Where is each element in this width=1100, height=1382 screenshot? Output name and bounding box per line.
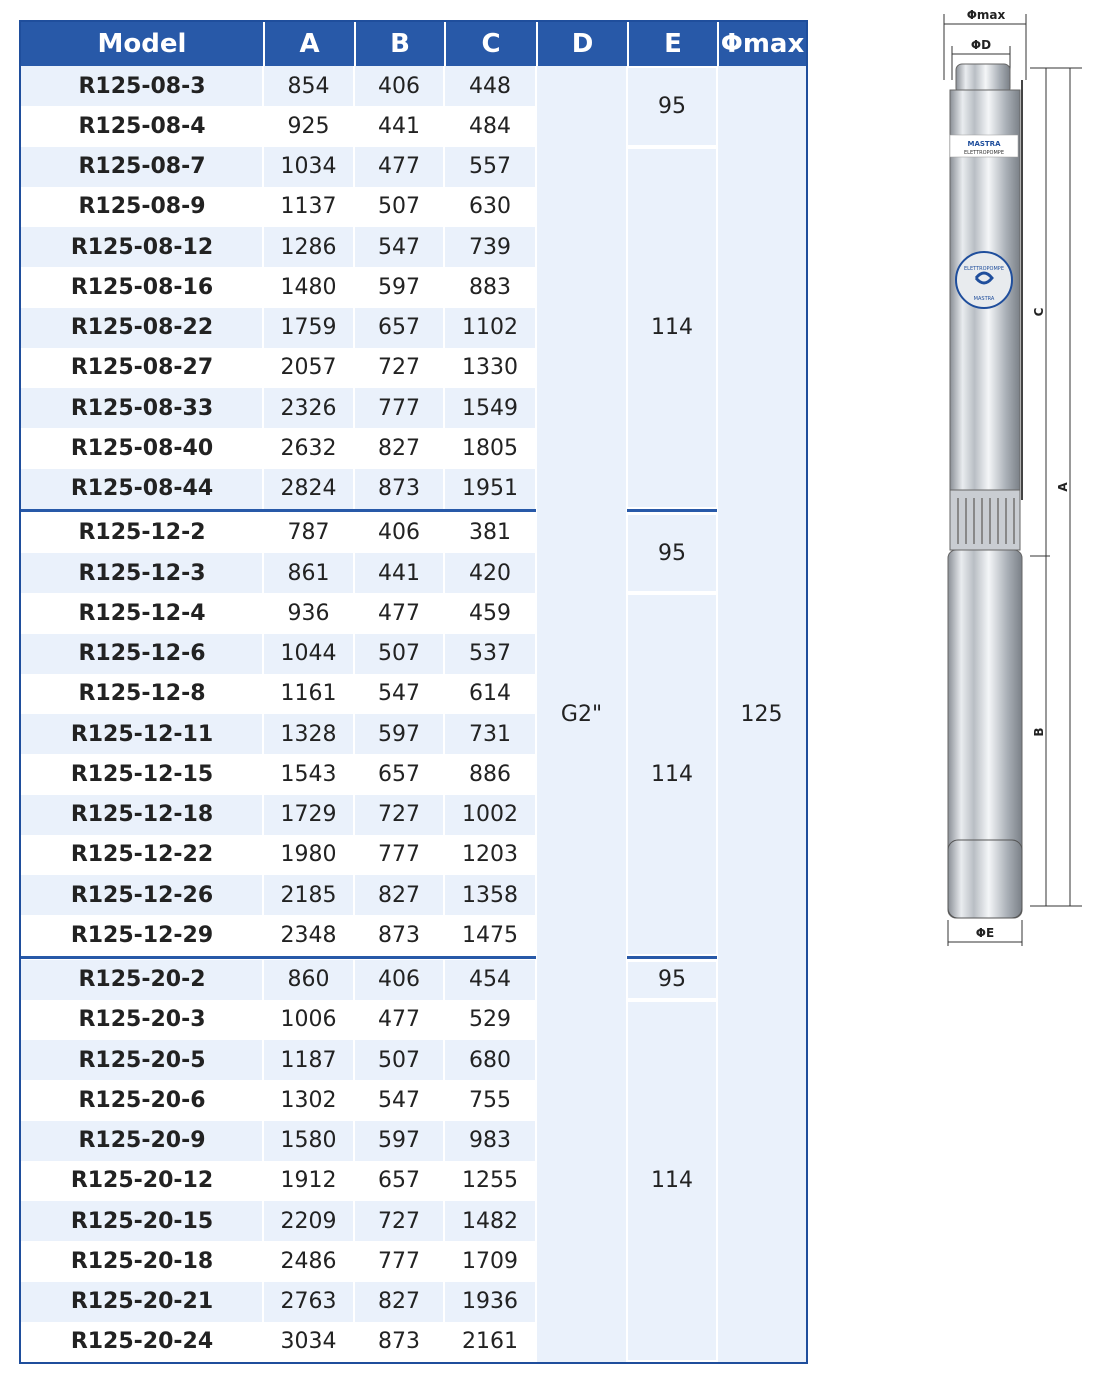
column-divider	[353, 66, 355, 1362]
column-divider	[716, 66, 718, 1362]
a-cell: 2763	[263, 1282, 354, 1322]
a-cell: 854	[263, 66, 354, 106]
b-cell: 873	[354, 915, 444, 955]
b-cell: 777	[354, 388, 444, 428]
model-cell: R125-12-15	[21, 754, 263, 794]
model-cell: R125-12-6	[21, 634, 263, 674]
c-cell: 680	[444, 1040, 536, 1080]
header-phimax: Φmax	[717, 22, 806, 66]
brand-text: MASTRA	[967, 140, 1001, 148]
column-divider	[535, 66, 537, 1362]
c-cell: 983	[444, 1121, 536, 1161]
model-cell: R125-08-7	[21, 147, 263, 187]
c-cell: 886	[444, 754, 536, 794]
c-cell: 614	[444, 674, 536, 714]
c-cell: 454	[444, 960, 536, 1000]
header-b: B	[354, 22, 444, 66]
b-cell: 477	[354, 147, 444, 187]
group-separator	[627, 509, 717, 512]
b-cell: 507	[354, 187, 444, 227]
c-cell: 557	[444, 147, 536, 187]
phie-dim-label: ΦE	[975, 926, 995, 940]
b-cell: 873	[354, 1322, 444, 1362]
c-cell: 1330	[444, 348, 536, 388]
model-cell: R125-08-16	[21, 267, 263, 307]
phimax-merged-cell: 125	[717, 66, 806, 1362]
model-cell: R125-12-4	[21, 593, 263, 633]
b-cell: 657	[354, 754, 444, 794]
c-cell: 1255	[444, 1161, 536, 1201]
model-cell: R125-08-44	[21, 469, 263, 509]
group-separator	[21, 509, 536, 512]
c-cell: 1936	[444, 1282, 536, 1322]
a-cell: 1328	[263, 714, 354, 754]
b-cell: 657	[354, 1161, 444, 1201]
a-cell: 1480	[263, 267, 354, 307]
b-cell: 406	[354, 66, 444, 106]
model-cell: R125-08-33	[21, 388, 263, 428]
b-cell: 477	[354, 593, 444, 633]
header-c: C	[444, 22, 536, 66]
c-cell: 1482	[444, 1201, 536, 1241]
model-cell: R125-12-8	[21, 674, 263, 714]
model-cell: R125-08-12	[21, 227, 263, 267]
model-cell: R125-08-27	[21, 348, 263, 388]
b-cell: 477	[354, 1000, 444, 1040]
model-cell: R125-20-3	[21, 1000, 263, 1040]
model-cell: R125-20-15	[21, 1201, 263, 1241]
model-cell: R125-12-22	[21, 835, 263, 875]
a-cell: 1580	[263, 1121, 354, 1161]
b-cell: 727	[354, 795, 444, 835]
c-cell: 459	[444, 593, 536, 633]
a-cell: 1302	[263, 1080, 354, 1120]
b-cell: 727	[354, 348, 444, 388]
a-cell: 2185	[263, 875, 354, 915]
header-d: D	[536, 22, 627, 66]
model-cell: R125-20-9	[21, 1121, 263, 1161]
a-cell: 2632	[263, 428, 354, 468]
model-cell: R125-12-26	[21, 875, 263, 915]
b-cell: 827	[354, 1282, 444, 1322]
a-cell: 936	[263, 593, 354, 633]
a-cell: 2348	[263, 915, 354, 955]
a-cell: 2486	[263, 1241, 354, 1281]
badge-top-text: ELETTROPOMPE	[964, 266, 1004, 272]
group-separator	[627, 956, 717, 959]
b-cell: 406	[354, 960, 444, 1000]
model-cell: R125-20-18	[21, 1241, 263, 1281]
b-cell: 727	[354, 1201, 444, 1241]
column-divider	[626, 66, 628, 1362]
c-cell: 755	[444, 1080, 536, 1120]
pump-diagram	[930, 0, 1100, 960]
header-a: A	[263, 22, 354, 66]
c-cell: 529	[444, 1000, 536, 1040]
a-dim-label: A	[1056, 482, 1070, 492]
a-cell: 1729	[263, 795, 354, 835]
model-cell: R125-12-18	[21, 795, 263, 835]
b-cell: 547	[354, 674, 444, 714]
a-cell: 860	[263, 960, 354, 1000]
a-cell: 1543	[263, 754, 354, 794]
model-cell: R125-12-3	[21, 553, 263, 593]
a-cell: 925	[263, 106, 354, 146]
a-cell: 1286	[263, 227, 354, 267]
e-merged-cell: 114	[627, 149, 717, 507]
model-cell: R125-08-40	[21, 428, 263, 468]
c-cell: 537	[444, 634, 536, 674]
c-cell: 739	[444, 227, 536, 267]
b-cell: 657	[354, 308, 444, 348]
b-cell: 597	[354, 267, 444, 307]
b-cell: 777	[354, 835, 444, 875]
pump-body	[948, 64, 1022, 918]
badge-bottom-text: MASTRA	[973, 296, 995, 302]
a-cell: 1006	[263, 1000, 354, 1040]
c-cell: 2161	[444, 1322, 536, 1362]
b-cell: 441	[354, 106, 444, 146]
model-cell: R125-08-9	[21, 187, 263, 227]
e-merged-cell: 114	[627, 1002, 717, 1360]
b-cell: 873	[354, 469, 444, 509]
a-cell: 1161	[263, 674, 354, 714]
e-merged-cell: 95	[627, 515, 717, 592]
c-cell: 1549	[444, 388, 536, 428]
model-cell: R125-08-22	[21, 308, 263, 348]
phid-dim-label: ΦD	[970, 38, 992, 52]
model-cell: R125-20-12	[21, 1161, 263, 1201]
c-cell: 1709	[444, 1241, 536, 1281]
c-cell: 1102	[444, 308, 536, 348]
header-e: E	[627, 22, 717, 66]
model-cell: R125-08-3	[21, 66, 263, 106]
b-cell: 547	[354, 1080, 444, 1120]
c-cell: 448	[444, 66, 536, 106]
a-cell: 2326	[263, 388, 354, 428]
a-cell: 787	[263, 513, 354, 553]
b-cell: 827	[354, 428, 444, 468]
model-cell: R125-12-11	[21, 714, 263, 754]
model-cell: R125-12-2	[21, 513, 263, 553]
b-cell: 547	[354, 227, 444, 267]
b-cell: 441	[354, 553, 444, 593]
dimension-table	[19, 20, 808, 1364]
column-divider	[262, 66, 264, 1362]
column-divider	[443, 66, 445, 1362]
phimax-dim-label: Φmax	[966, 8, 1006, 22]
c-cell: 420	[444, 553, 536, 593]
a-cell: 2209	[263, 1201, 354, 1241]
c-cell: 1475	[444, 915, 536, 955]
model-cell: R125-20-21	[21, 1282, 263, 1322]
c-cell: 381	[444, 513, 536, 553]
c-cell: 1203	[444, 835, 536, 875]
header-model: Model	[21, 22, 263, 66]
b-cell: 597	[354, 1121, 444, 1161]
a-cell: 1912	[263, 1161, 354, 1201]
c-cell: 1951	[444, 469, 536, 509]
model-cell: R125-12-29	[21, 915, 263, 955]
e-merged-cell: 95	[627, 962, 717, 998]
d-merged-cell: G2"	[536, 66, 627, 1362]
group-separator	[21, 956, 536, 959]
a-cell: 1980	[263, 835, 354, 875]
a-cell: 1044	[263, 634, 354, 674]
a-cell: 1034	[263, 147, 354, 187]
model-cell: R125-08-4	[21, 106, 263, 146]
c-cell: 731	[444, 714, 536, 754]
model-cell: R125-20-2	[21, 960, 263, 1000]
a-cell: 3034	[263, 1322, 354, 1362]
b-dim-label: B	[1032, 727, 1046, 737]
c-cell: 883	[444, 267, 536, 307]
c-cell: 1805	[444, 428, 536, 468]
e-merged-cell: 114	[627, 595, 717, 953]
c-dim-label: C	[1032, 307, 1046, 317]
a-cell: 1759	[263, 308, 354, 348]
c-cell: 630	[444, 187, 536, 227]
c-cell: 1002	[444, 795, 536, 835]
b-cell: 507	[354, 1040, 444, 1080]
b-cell: 597	[354, 714, 444, 754]
e-merged-cell: 95	[627, 68, 717, 145]
b-cell: 406	[354, 513, 444, 553]
b-cell: 827	[354, 875, 444, 915]
c-cell: 484	[444, 106, 536, 146]
model-cell: R125-20-6	[21, 1080, 263, 1120]
model-cell: R125-20-24	[21, 1322, 263, 1362]
model-cell: R125-20-5	[21, 1040, 263, 1080]
c-cell: 1358	[444, 875, 536, 915]
a-cell: 1187	[263, 1040, 354, 1080]
brand-sub: ELETTROPOMPE	[964, 150, 1004, 156]
a-cell: 861	[263, 553, 354, 593]
a-cell: 2057	[263, 348, 354, 388]
a-cell: 2824	[263, 469, 354, 509]
b-cell: 777	[354, 1241, 444, 1281]
b-cell: 507	[354, 634, 444, 674]
a-cell: 1137	[263, 187, 354, 227]
